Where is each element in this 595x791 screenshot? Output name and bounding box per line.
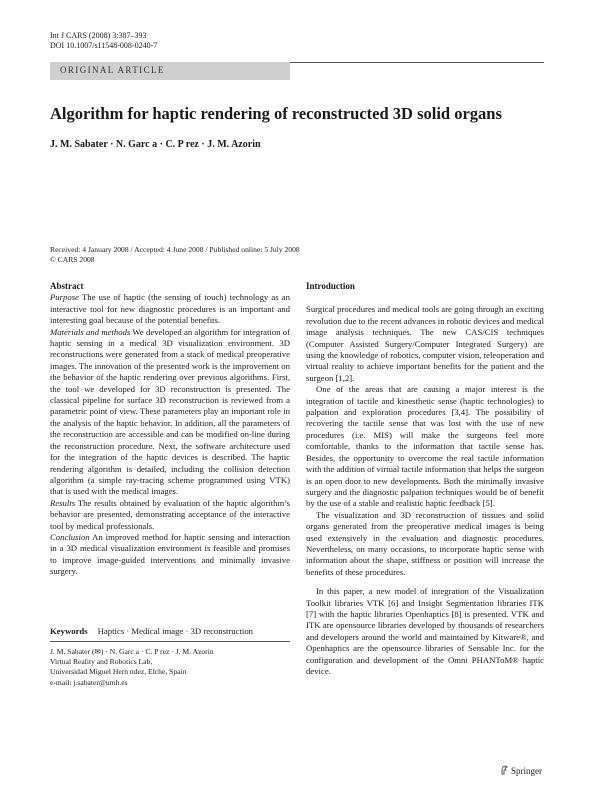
- methods-text: We developed an algorithm for integration of haptic sensing in a medical 3D visualization environment. 3D reconstructions were generated from a stack of medical preoperative images. The innovation of the presented work is the improvement on the behavior of the haptic rendering over previous algorithms. First, the tool we developed for 3D reconstruction is presented. The classical pipeline for surface 3D reconstruction is reviewed from a parametric point of view. These parameters play an important role in the analysis of the haptic behavior. In addition, all the parameters of the reconstruction are accessible and can be modified on-line during the reconstruction procedure. Next, the software architecture used for the integration of the haptic devices is described. The haptic rendering algorithm is detailed, including the collision detection algorithm (a simple ray-tracing scheme programmed using VTK) that is used with the medical images.: [50, 326, 290, 497]
- abstract-purpose: [50, 292, 290, 326]
- author-list: J. M. Sabater · N. Garc a · C. P rez · J. M. Azorin: [50, 139, 261, 150]
- header-rule: [290, 62, 544, 63]
- keywords-text: Haptics · Medical image · 3D reconstruction: [97, 626, 254, 636]
- abstract-results: [50, 498, 290, 532]
- affiliation-names: J. M. Sabater (✉) · N. Garc a · C. P rez · J. M. Azorin: [50, 647, 214, 656]
- affiliation-university: Universidad Miguel Hern ndez, Elche, Spain: [50, 667, 187, 677]
- journal-doi: DOI 10.1007/s11548-008-0240-7: [50, 41, 158, 50]
- keywords: [50, 626, 253, 636]
- purpose-label: Purpose: [50, 292, 79, 303]
- results-label: Results: [50, 497, 76, 508]
- abstract-methods: [50, 327, 290, 498]
- intro-paragraph-2: One of the areas that are causing a major interest is the integration of tactile and kinesthetic sense (haptic technologies) to palpation and exploration procedures [3,4]. The possibility of recovering the tactile sense that was lost with the use of new procedures (i.e. MIS) will make the surgeons feel more comfortable, thanks to the information that tactile sense has. Besides, the opportunity to overcome the real tactile information with the addition of virtual tactile information that helps the surgeon is an open door to new developments. Both the minimally invasive surgery and the diagnostic palpation techniques would be of benefit by the use of a stable and realistic haptic feedback [5].: [306, 384, 544, 509]
- introduction-heading: Introduction: [306, 281, 355, 291]
- abstract-heading: Abstract: [50, 281, 84, 291]
- conclusion-text: An improved method for haptic sensing and interaction in a 3D medical visualization environment is feasible and promises to improve image-guided interventions and minimally invasive surgery.: [50, 531, 290, 577]
- results-text: The results obtained by evaluation of the haptic algorithm’s behavior are presented, demonstrating acceptance of the interactive tool by medical professionals.: [50, 497, 290, 531]
- intro-paragraph-4: In this paper, a new model of integration of the Visualization Toolkit libraries VTK [6] and Insight Segmentation libraries ITK [7] with the haptic libraries Openhaptics [8] is presented. VTK and ITK are opensource libraries developed by thousands of researchers and developers around the world and maintained by Kitware®, and Openhaptics are the opensource libraries of Sensable Inc. for the configuration and development of the Omni PHANToM® haptic device.: [306, 586, 544, 676]
- affiliation-block: [50, 647, 214, 688]
- abstract-column: [50, 281, 290, 578]
- abstract-conclusion: [50, 532, 290, 578]
- copyright-line: © CARS 2008: [50, 255, 95, 264]
- paper-title: Algorithm for haptic rendering of reconstructed 3D solid organs: [50, 104, 502, 123]
- conclusion-label: Conclusion: [50, 531, 90, 542]
- affiliation-lab: Virtual Reality and Robotics Lab,: [50, 657, 153, 667]
- dates-line: Received: 4 January 2008 / Accepted: 4 June 2008 / Published online: 5 July 2008: [50, 245, 300, 254]
- purpose-text: The use of haptic (the sensing of touch) technology as an interactive tool for new diagnostic procedures is an important and interesting goal because of the potential benefits.: [50, 292, 290, 326]
- keywords-rule: [50, 641, 290, 642]
- keywords-label: Keywords: [50, 626, 88, 636]
- journal-citation: Int J CARS (2008) 3:387–393: [50, 31, 147, 40]
- publisher-name: Springer: [511, 766, 542, 776]
- intro-paragraph-1: Surgical procedures and medical tools are going through an exciting revolution due to the recent advances in robotic devices and medical image analysis techniques. The new CAS/CIS techniques (Computer Assisted Surgery/Computer Integrated Surgery) are using the knowledge of robotics, computer vision, teleoperation and virtual reality to achieve important benefits for the patient and the surgeon [1,2].: [306, 304, 544, 383]
- publication-dates: [50, 245, 300, 265]
- intro-paragraph-3: The visualization and 3D reconstruction of tissues and solid organs generated from the preoperative medical images is being used extensively in the evaluation and diagnostic procedures. Nevertheless, on many occasions, to incorporate haptic sense with information about the shape, stiffness or position will increase the benefits of these procedures.: [306, 509, 544, 577]
- journal-header: [50, 31, 157, 51]
- publisher-logo: [500, 765, 542, 776]
- section-label: ORIGINAL ARTICLE: [60, 65, 165, 75]
- section-label-band: [50, 62, 290, 80]
- springer-horse-icon: [500, 765, 508, 775]
- methods-label: Materials and methods: [50, 326, 131, 337]
- introduction-column: [306, 281, 544, 677]
- affiliation-email[interactable]: e-mail: j.sabater@umh.es: [50, 677, 128, 687]
